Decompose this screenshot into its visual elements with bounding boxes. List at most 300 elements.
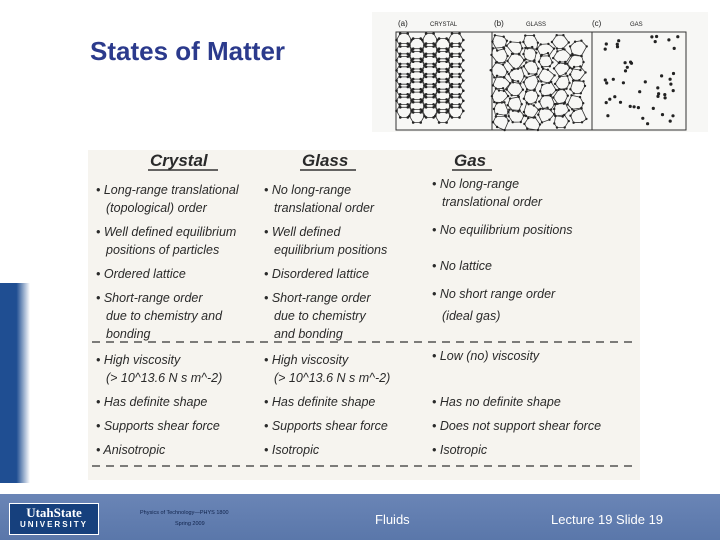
crystal-atom xyxy=(451,42,454,45)
glass-atom xyxy=(511,94,513,96)
glass-atom xyxy=(506,40,508,42)
glass-atom xyxy=(538,100,540,102)
glass-atom xyxy=(521,47,523,49)
glass-atom xyxy=(579,69,581,71)
glass-atom xyxy=(569,45,571,47)
glass-atom xyxy=(496,113,498,115)
glass-atom xyxy=(551,41,553,43)
glass-note-line: • Short-range order xyxy=(264,291,371,305)
glass-atom xyxy=(568,82,570,84)
gas-note-line: • Does not support shear force xyxy=(432,419,602,433)
glass-atom xyxy=(547,69,549,71)
crystal-atom xyxy=(425,103,428,106)
glass-atom xyxy=(553,47,555,49)
glass-atom xyxy=(549,94,551,96)
glass-atom xyxy=(568,109,570,111)
glass-atom xyxy=(581,121,583,123)
glass-atom xyxy=(565,72,567,74)
gas-particle xyxy=(672,72,675,75)
glass-atom xyxy=(518,96,520,98)
lecture-topic: Fluids xyxy=(375,512,410,527)
crystal-atom xyxy=(425,53,428,56)
glass-atom xyxy=(542,95,544,97)
gas-particle xyxy=(663,93,666,96)
glass-atom xyxy=(569,115,571,117)
crystal-note-line: • High viscosity xyxy=(96,353,181,367)
glass-atom xyxy=(568,41,570,43)
glass-atom xyxy=(541,54,543,56)
glass-atom xyxy=(556,126,558,128)
crystal-atom xyxy=(425,63,428,66)
glass-atom xyxy=(566,75,568,77)
crystal-atom xyxy=(451,63,454,66)
glass-atom xyxy=(523,75,525,77)
crystal-cell xyxy=(448,34,463,47)
crystal-atom xyxy=(406,32,409,35)
crystal-atom xyxy=(447,110,450,113)
panel-b-label: GLASS xyxy=(526,22,547,28)
crystal-atom xyxy=(421,100,424,103)
glass-atom xyxy=(512,121,514,123)
gas-particle xyxy=(605,101,608,104)
crystal-atom xyxy=(425,93,428,96)
crystal-atom xyxy=(432,73,435,76)
glass-atom xyxy=(572,54,574,56)
gas-particle xyxy=(612,78,615,81)
glass-atom xyxy=(540,43,542,45)
glass-atom xyxy=(525,76,527,78)
glass-atom xyxy=(563,114,565,116)
glass-cell xyxy=(552,35,569,49)
crystal-atom xyxy=(445,121,448,124)
glass-atom xyxy=(524,47,526,49)
glass-atom xyxy=(509,41,511,43)
glass-atom xyxy=(527,117,529,119)
glass-atom xyxy=(523,111,525,113)
glass-atom xyxy=(584,85,586,87)
crystal-atom xyxy=(434,115,437,118)
glass-atom xyxy=(537,95,539,97)
gas-particle xyxy=(624,61,627,64)
gas-particle xyxy=(669,83,672,86)
glass-atom xyxy=(523,65,525,67)
glass-atom xyxy=(528,73,530,75)
glass-atom xyxy=(492,47,494,49)
glass-atom xyxy=(586,45,588,47)
gas-note-line: • No short range order xyxy=(432,287,556,301)
crystal-atom xyxy=(421,69,424,72)
crystal-atom xyxy=(399,53,402,56)
crystal-atom xyxy=(438,88,441,91)
glass-atom xyxy=(563,88,565,90)
gas-particle xyxy=(604,78,607,81)
gas-particle xyxy=(676,35,679,38)
glass-atom xyxy=(517,80,519,82)
gas-particle xyxy=(646,122,649,125)
glass-atom xyxy=(520,121,522,123)
crystal-atom xyxy=(462,89,465,92)
glass-cell xyxy=(491,63,508,78)
gas-particle xyxy=(624,69,627,72)
gas-particle xyxy=(650,35,653,38)
glass-atom xyxy=(508,115,510,117)
panel-a-letter: (a) xyxy=(398,19,408,28)
crystal-atom xyxy=(432,32,435,35)
glass-atom xyxy=(522,89,524,91)
crystal-note-line: • Supports shear force xyxy=(96,419,220,433)
glass-atom xyxy=(511,79,513,81)
glass-atom xyxy=(582,102,584,104)
glass-atom xyxy=(540,80,542,82)
glass-atom xyxy=(555,103,557,105)
glass-atom xyxy=(503,36,505,38)
glass-atom xyxy=(539,123,541,125)
glass-atom xyxy=(580,55,582,57)
crystal-atom xyxy=(395,69,398,72)
crystal-lattice xyxy=(395,32,464,124)
crystal-atom xyxy=(395,100,398,103)
glass-atom xyxy=(503,76,505,78)
panel-b-letter: (b) xyxy=(494,19,504,28)
crystal-note-line: • Well defined equilibrium xyxy=(96,225,237,239)
crystal-cell xyxy=(448,74,463,87)
glass-atom xyxy=(503,129,505,131)
glass-atom xyxy=(523,114,525,116)
glass-note-line: • Isotropic xyxy=(264,443,320,457)
crystal-atom xyxy=(462,39,465,42)
glass-atom xyxy=(506,60,508,62)
glass-note-line: due to chemistry xyxy=(274,309,366,323)
gas-particle xyxy=(654,40,657,43)
crystal-atom xyxy=(421,59,424,62)
glass-atom xyxy=(526,127,528,129)
glass-atom xyxy=(525,91,527,93)
glass-atom xyxy=(537,80,539,82)
glass-atom xyxy=(490,69,492,71)
glass-cell xyxy=(507,42,523,55)
glass-atom xyxy=(495,61,497,63)
glass-atom xyxy=(546,107,548,109)
glass-atom xyxy=(556,34,558,36)
structure-svg xyxy=(372,12,708,132)
crystal-atom xyxy=(412,121,415,124)
glass-atom xyxy=(552,96,554,98)
gas-particle xyxy=(644,80,647,83)
crystal-atom xyxy=(451,32,454,35)
crystal-header: Crystal xyxy=(150,151,208,170)
glass-atom xyxy=(541,121,543,123)
crystal-atom xyxy=(438,47,441,50)
gas-particle xyxy=(664,96,667,99)
crystal-note-line: • Anisotropic xyxy=(96,443,166,457)
glass-atom xyxy=(524,58,526,60)
glass-atom xyxy=(573,66,575,68)
glass-atom xyxy=(524,34,526,36)
crystal-atom xyxy=(412,78,415,81)
crystal-atom xyxy=(408,115,411,118)
glass-atom xyxy=(523,81,525,83)
glass-atom xyxy=(564,126,566,128)
glass-column xyxy=(264,183,390,457)
gas-particle xyxy=(613,95,616,98)
crystal-atom xyxy=(412,68,415,71)
glass-atom xyxy=(502,46,504,48)
glass-atom xyxy=(520,66,522,68)
glass-atom xyxy=(569,73,571,75)
gas-note-line: (ideal gas) xyxy=(442,309,501,323)
glass-atom xyxy=(533,59,535,61)
glass-atom xyxy=(522,53,524,55)
crystal-atom xyxy=(412,47,415,50)
crystal-atom xyxy=(406,103,409,106)
glass-atom xyxy=(574,41,576,43)
gas-particle xyxy=(616,45,619,48)
gas-note-line: • No equilibrium positions xyxy=(432,223,573,237)
glass-atom xyxy=(534,88,536,90)
crystal-cell xyxy=(448,44,463,57)
crystal-atom xyxy=(458,83,461,86)
glass-atom xyxy=(582,61,584,63)
crystal-atom xyxy=(458,32,461,35)
crystal-atom xyxy=(399,93,402,96)
gas-particle xyxy=(652,107,655,110)
crystal-atom xyxy=(432,103,435,106)
glass-atom xyxy=(491,41,493,43)
glass-atom xyxy=(494,34,496,36)
glass-atom xyxy=(579,96,581,98)
logo-bottom-text: UNIVERSITY xyxy=(19,520,88,529)
gas-particle xyxy=(656,95,659,98)
gas-note-line: • Low (no) viscosity xyxy=(432,349,540,363)
gas-particle xyxy=(661,113,664,116)
glass-atom xyxy=(552,57,554,59)
gas-particle xyxy=(608,98,611,101)
crystal-atom xyxy=(406,83,409,86)
glass-atom xyxy=(563,48,565,50)
glass-atom xyxy=(507,95,509,97)
glass-note-line: • Supports shear force xyxy=(264,419,388,433)
crystal-atom xyxy=(462,49,465,52)
gas-particle xyxy=(605,42,608,45)
crystal-atom xyxy=(432,93,435,96)
glass-atom xyxy=(582,80,584,82)
glass-atom xyxy=(503,61,505,63)
crystal-atom xyxy=(462,110,465,113)
glass-atom xyxy=(493,76,495,78)
course-term: Spring 2009 xyxy=(175,521,205,527)
crystal-atom xyxy=(462,100,465,103)
crystal-atom xyxy=(458,116,461,119)
glass-atom xyxy=(539,90,541,92)
glass-atom xyxy=(504,114,506,116)
glass-atom xyxy=(523,123,525,125)
glass-atom xyxy=(526,88,528,90)
glass-atom xyxy=(495,87,497,89)
crystal-atom xyxy=(399,73,402,76)
glass-atom xyxy=(539,108,541,110)
glass-atom xyxy=(525,115,527,117)
crystal-atom xyxy=(447,100,450,103)
crystal-atom xyxy=(458,103,461,106)
glass-atom xyxy=(519,41,521,43)
glass-atom xyxy=(534,116,536,118)
glass-atom xyxy=(562,34,564,36)
glass-atom xyxy=(548,119,550,121)
notes-svg xyxy=(88,150,640,480)
glass-atom xyxy=(553,108,555,110)
crystal-atom xyxy=(458,63,461,66)
crystal-atom xyxy=(406,53,409,56)
gas-particle xyxy=(605,81,608,84)
glass-atom xyxy=(556,47,558,49)
crystal-atom xyxy=(412,37,415,40)
glass-atom xyxy=(549,65,551,67)
gas-particle xyxy=(633,105,636,108)
glass-atom xyxy=(567,95,569,97)
glass-note-line: • Has definite shape xyxy=(264,395,376,409)
crystal-atom xyxy=(451,53,454,56)
glass-atom xyxy=(511,69,513,71)
glass-atom xyxy=(553,122,555,124)
crystal-atom xyxy=(447,59,450,62)
crystal-atom xyxy=(412,58,415,61)
glass-note-line: • Disordered lattice xyxy=(264,267,370,281)
crystal-atom xyxy=(447,89,450,92)
crystal-atom xyxy=(438,58,441,61)
crystal-atom xyxy=(395,89,398,92)
glass-atom xyxy=(580,107,582,109)
crystal-atom xyxy=(458,53,461,56)
glass-atom xyxy=(531,46,533,48)
crystal-atom xyxy=(458,73,461,76)
gas-note-line: • Isotropic xyxy=(432,443,488,457)
crystal-atom xyxy=(425,83,428,86)
crystal-atom xyxy=(432,83,435,86)
glass-atom xyxy=(534,74,536,76)
crystal-column xyxy=(96,183,240,457)
glass-atom xyxy=(533,34,535,36)
glass-atom xyxy=(511,53,513,55)
glass-atom xyxy=(503,101,505,103)
glass-atom xyxy=(565,88,567,90)
gas-particle xyxy=(604,48,607,51)
glass-atom xyxy=(537,76,539,78)
glass-atom xyxy=(508,109,510,111)
glass-atom xyxy=(506,55,508,57)
gas-particle xyxy=(637,106,640,109)
gas-particle xyxy=(629,61,632,64)
glass-atom xyxy=(547,43,549,45)
crystal-atom xyxy=(395,79,398,82)
glass-atom xyxy=(491,95,493,97)
gas-particles xyxy=(604,35,680,125)
glass-atom xyxy=(550,81,552,83)
crystal-atom xyxy=(421,110,424,113)
panel-c-label: GAS xyxy=(630,22,643,28)
glass-atom xyxy=(559,61,561,63)
crystal-atom xyxy=(432,42,435,45)
crystal-atom xyxy=(432,53,435,56)
crystal-atom xyxy=(451,93,454,96)
glass-atom xyxy=(554,83,556,85)
glass-atom xyxy=(536,48,538,50)
glass-note-line: and bonding xyxy=(274,327,343,341)
crystal-atom xyxy=(438,98,441,101)
crystal-atom xyxy=(399,63,402,66)
glass-atom xyxy=(505,45,507,47)
gas-column xyxy=(432,177,601,457)
crystal-note-line: (topological) order xyxy=(106,201,207,215)
glass-atom xyxy=(496,75,498,77)
crystal-note-line: • Long-range translational xyxy=(96,183,239,197)
glass-atom xyxy=(534,101,536,103)
glass-atom xyxy=(493,101,495,103)
university-logo xyxy=(9,503,99,535)
glass-atom xyxy=(551,61,553,63)
gas-note-line: • No lattice xyxy=(432,259,492,273)
crystal-atom xyxy=(462,69,465,72)
glass-atom xyxy=(502,87,504,89)
crystal-atom xyxy=(458,42,461,45)
glass-atom xyxy=(492,84,494,86)
gas-particle xyxy=(669,120,672,123)
gas-header: Gas xyxy=(454,151,487,170)
gas-particle xyxy=(672,89,675,92)
glass-atom xyxy=(537,114,539,116)
gas-note-line: translational order xyxy=(442,195,543,209)
crystal-atom xyxy=(447,69,450,72)
gas-particle xyxy=(657,92,660,95)
crystal-atom xyxy=(432,63,435,66)
glass-atom xyxy=(564,61,566,63)
left-accent-bar xyxy=(0,283,30,483)
crystal-note-line: • Has definite shape xyxy=(96,395,208,409)
glass-atom xyxy=(573,92,575,94)
glass-atom xyxy=(556,50,558,52)
crystal-atom xyxy=(395,59,398,62)
glass-atom xyxy=(541,84,543,86)
glass-note-line: translational order xyxy=(274,201,375,215)
glass-atom xyxy=(526,102,528,104)
glass-atom xyxy=(506,88,508,90)
crystal-cell xyxy=(448,54,463,67)
glass-atom xyxy=(580,40,582,42)
slide-number: Lecture 19 Slide 19 xyxy=(551,512,664,527)
crystal-atom xyxy=(438,68,441,71)
crystal-atom xyxy=(462,59,465,62)
glass-atom xyxy=(496,126,498,128)
glass-atom xyxy=(518,109,520,111)
crystal-atom xyxy=(447,39,450,42)
crystal-atom xyxy=(421,79,424,82)
glass-atom xyxy=(533,104,535,106)
glass-atom xyxy=(498,89,500,91)
course-name: Physics of Technology—PHYS 1800 xyxy=(140,510,229,516)
crystal-atom xyxy=(399,83,402,86)
crystal-atom xyxy=(399,32,402,35)
glass-atom xyxy=(568,120,570,122)
gas-particle xyxy=(619,101,622,104)
panel-a-label: CRYSTAL xyxy=(430,22,458,28)
crystal-atom xyxy=(451,116,454,119)
structure-figure xyxy=(372,12,708,132)
crystal-atom xyxy=(438,108,441,111)
glass-atom xyxy=(523,98,525,100)
glass-atom xyxy=(509,97,511,99)
glass-atom xyxy=(525,61,527,63)
panel-c-letter: (c) xyxy=(592,19,602,28)
gas-particle xyxy=(622,81,625,84)
